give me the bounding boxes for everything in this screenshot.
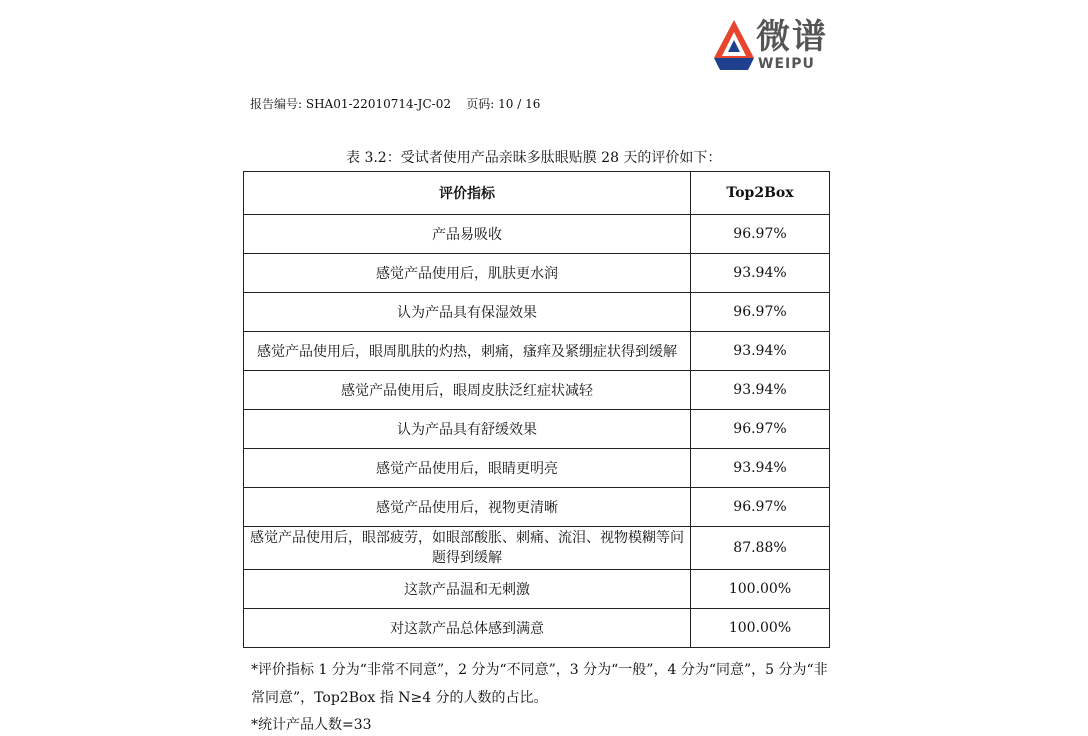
value-cell: 93.94% [691,254,830,293]
value-cell: 96.97% [691,410,830,449]
report-label: 报告编号: [250,97,303,111]
table-row [244,215,830,254]
brand-name-en: WEIPU [758,56,815,72]
indicator-cell: 对这款产品总体感到满意 [244,609,691,648]
evaluation-table [243,171,830,648]
value-cell: 93.94% [691,371,830,410]
value-cell: 93.94% [691,332,830,371]
table-row [244,254,830,293]
table-row [244,488,830,527]
value-cell: 87.88% [691,527,830,570]
indicator-cell: 这款产品温和无刺激 [244,570,691,609]
report-number: SHA01-22010714-JC-02 [305,97,451,111]
indicator-cell: 感觉产品使用后，眼周皮肤泛红症状减轻 [244,371,691,410]
note-scale-definition: *评价指标 1 分为“非常不同意”，2 分为“不同意”，3 分为“一般”，4 分为“同意”，5 分为“非 [251,662,828,678]
indicator-cell: 感觉产品使用后，眼周肌肤的灼热，刺痛，瘙痒及紧绷症状得到缓解 [244,332,691,371]
header-top2box: Top2Box [691,172,830,215]
table-row [244,410,830,449]
note-sample-size: *统计产品人数=33 [251,717,372,733]
indicator-cell: 认为产品具有舒缓效果 [244,410,691,449]
value-cell: 100.00% [691,609,830,648]
logo-triangle-icon [712,18,756,78]
value-cell: 96.97% [691,488,830,527]
value-cell: 96.97% [691,293,830,332]
table-row [244,570,830,609]
table-caption: 表 3.2：受试者使用产品亲昧多肽眼贴膜 28 天的评价如下： [346,150,722,166]
value-cell: 96.97% [691,215,830,254]
indicator-cell: 感觉产品使用后，眼部疲劳，如眼部酸胀、刺痛、流泪、视物模糊等问题得到缓解 [244,527,691,570]
indicator-cell: 感觉产品使用后，眼睛更明亮 [244,449,691,488]
indicator-cell: 认为产品具有保湿效果 [244,293,691,332]
table-row [244,293,830,332]
header-indicator: 评价指标 [244,172,691,215]
table-row [244,332,830,371]
table-row [244,449,830,488]
brand-name-cn: 微谱 [756,17,828,57]
table-row [244,609,830,648]
report-info [250,96,540,112]
page-label: 页码: [466,97,495,111]
indicator-cell: 感觉产品使用后，视物更清晰 [244,488,691,527]
indicator-cell: 感觉产品使用后，肌肤更水润 [244,254,691,293]
value-cell: 100.00% [691,570,830,609]
note-top2box-definition: 常同意”，Top2Box 指 N≥4 分的人数的占比。 [251,690,548,706]
page-number: 10 / 16 [498,97,541,111]
table-row [244,371,830,410]
table-header-row [244,172,830,215]
value-cell: 93.94% [691,449,830,488]
table-row [244,527,830,570]
indicator-cell: 产品易吸收 [244,215,691,254]
